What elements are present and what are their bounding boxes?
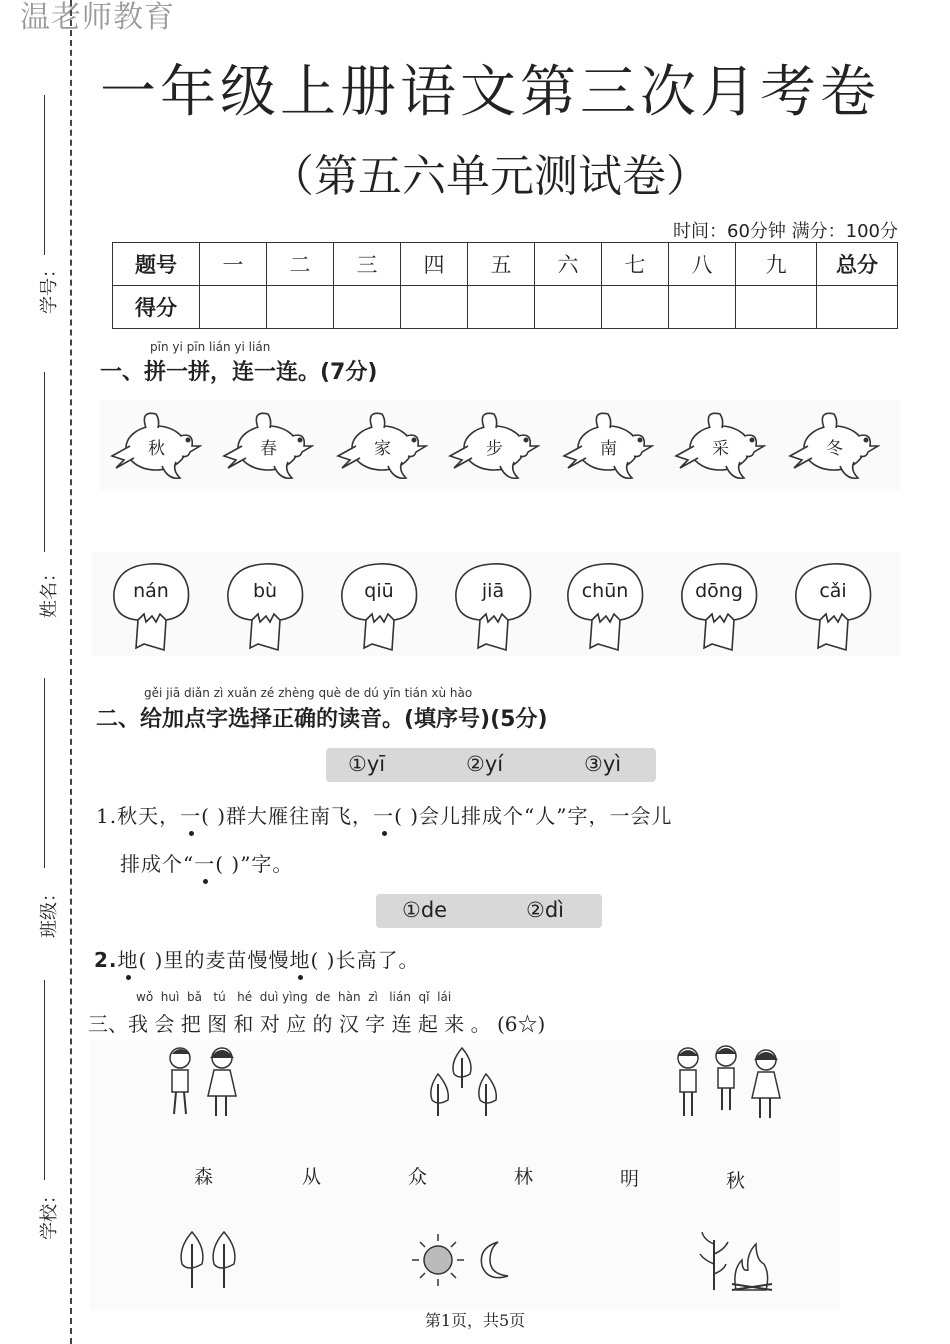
bird-card[interactable] (336, 406, 428, 484)
score-cell[interactable] (817, 286, 898, 329)
q1-text: ( )群大雁往南飞， (201, 804, 374, 828)
score-table-header-row (113, 243, 898, 286)
section3-pinyin: wǒ huì bǎ tú hé duì yìng de hàn zì lián qǐ lái (136, 990, 452, 1004)
score-cell[interactable] (535, 286, 602, 329)
student-id-line (44, 95, 45, 255)
score-cell[interactable] (334, 286, 401, 329)
score-table-score-row (113, 286, 898, 329)
bird-char: 秋 (148, 439, 165, 459)
section2-title: 二、给加点字选择正确的读音。(填序号)(5分) (96, 707, 548, 732)
bird-char: 春 (260, 439, 277, 459)
column-header: 三 (334, 243, 401, 286)
bird-card[interactable] (788, 406, 880, 484)
q1-dotted-char: 一 (194, 852, 216, 876)
score-table (112, 242, 898, 329)
tree-card[interactable] (222, 558, 312, 654)
option-di: ②dì (526, 898, 564, 922)
section2-pinyin: gěi jiā diǎn zì xuǎn zé zhèng què de dú yīn tián xù hào (144, 686, 473, 700)
question-2 (94, 944, 419, 973)
question-1-line2 (120, 848, 293, 877)
reading-options-1 (326, 748, 656, 782)
tree-card[interactable] (790, 558, 880, 654)
match-char[interactable]: 众 (408, 1166, 428, 1188)
tree-pinyin: dōng (695, 580, 743, 602)
q1-text: ( )”字。 (215, 852, 294, 876)
match-char[interactable]: 秋 (726, 1170, 746, 1192)
tree-icon (676, 558, 766, 654)
option-de: ①de (402, 898, 448, 922)
tree-card[interactable] (562, 558, 652, 654)
score-cell[interactable] (468, 286, 535, 329)
class-line (44, 678, 45, 868)
exam-meta: 时间：60分钟 满分：100分 (673, 221, 898, 242)
tree-pinyin: qiū (364, 580, 394, 602)
trees-row (92, 552, 900, 656)
column-header: 四 (401, 243, 468, 286)
q2-number: 2. (94, 948, 118, 972)
header-label-cell: 题号 (113, 243, 200, 286)
column-header: 六 (535, 243, 602, 286)
score-cell[interactable] (267, 286, 334, 329)
score-cell[interactable] (736, 286, 817, 329)
school-label: 学校： (39, 1186, 60, 1240)
name-line (44, 372, 45, 552)
q2-text: ( )里的麦苗慢慢 (138, 948, 290, 972)
score-cell[interactable] (401, 286, 468, 329)
tree-icon (222, 558, 312, 654)
class-label: 班级： (39, 884, 60, 938)
bird-char: 步 (486, 439, 503, 459)
tree-card[interactable] (108, 558, 198, 654)
section1-pinyin: pīn yi pīn lián yi lián (150, 340, 271, 354)
crop-fire-icon[interactable] (696, 1230, 776, 1294)
q1-dotted-char: 一 (373, 804, 395, 828)
sun-moon-icon[interactable] (408, 1230, 518, 1290)
two-people-icon[interactable] (160, 1044, 250, 1124)
two-trees-icon[interactable] (174, 1228, 244, 1294)
bird-card[interactable] (674, 406, 766, 484)
option-yi2: ②yí (466, 752, 504, 776)
tree-card[interactable] (336, 558, 426, 654)
page-footer: 第1页，共5页 (424, 1311, 526, 1330)
option-yi4: ③yì (584, 752, 622, 776)
tree-icon (108, 558, 198, 654)
option-yi1: ①yī (348, 752, 386, 776)
q2-text: ( )长高了。 (310, 948, 420, 972)
bird-card[interactable] (562, 406, 654, 484)
tree-icon (562, 558, 652, 654)
student-id-label: 学号： (39, 260, 60, 314)
three-trees-icon[interactable] (424, 1044, 504, 1124)
tree-icon (336, 558, 426, 654)
score-cell[interactable] (200, 286, 267, 329)
name-label: 姓名： (39, 564, 60, 618)
match-char[interactable]: 森 (194, 1166, 214, 1188)
tree-card[interactable] (676, 558, 766, 654)
score-cell[interactable] (602, 286, 669, 329)
page-title: 一年级上册语文第三次月考卷 (100, 60, 880, 125)
tree-icon (450, 558, 540, 654)
column-header: 五 (468, 243, 535, 286)
q1-text: ( )会儿排成个“人”字，一会儿 (394, 804, 673, 828)
question-1-line1 (96, 800, 672, 829)
q1-text: 1.秋天， (96, 804, 181, 828)
tree-card[interactable] (450, 558, 540, 654)
match-char[interactable]: 从 (302, 1166, 322, 1188)
column-header: 九 (736, 243, 817, 286)
bird-char: 南 (600, 439, 617, 459)
tree-pinyin: cǎi (819, 580, 847, 602)
section3-title: 三、我 会 把 图 和 对 应 的 汉 字 连 起 来 。 (6☆) (88, 1012, 546, 1036)
three-people-icon[interactable] (670, 1044, 790, 1124)
bird-char: 家 (374, 439, 391, 459)
q1-dotted-char: 一 (180, 804, 202, 828)
tree-pinyin: nán (133, 580, 169, 602)
birds-row (100, 400, 900, 490)
row-label-cell: 得分 (113, 286, 200, 329)
column-header: 二 (267, 243, 334, 286)
score-cell[interactable] (669, 286, 736, 329)
binding-dashed-line (70, 0, 72, 1344)
column-header: 七 (602, 243, 669, 286)
bird-card[interactable] (222, 406, 314, 484)
picture-match-area (90, 1040, 840, 1310)
tree-pinyin: chūn (581, 580, 629, 602)
column-header: 一 (200, 243, 267, 286)
page-subtitle: （第五六单元测试卷） (270, 151, 710, 202)
bird-card[interactable] (448, 406, 540, 484)
school-line (44, 980, 45, 1180)
match-char[interactable]: 林 (514, 1166, 534, 1188)
column-header: 总分 (817, 243, 898, 286)
reading-options-2 (376, 894, 602, 928)
q2-dotted-char: 地 (289, 948, 311, 972)
bird-char: 采 (712, 439, 729, 459)
bird-card[interactable] (110, 406, 202, 484)
section1-title: 一、拼一拼，连一连。(7分) (100, 360, 378, 385)
tree-pinyin: jiā (481, 580, 505, 602)
tree-icon (790, 558, 880, 654)
bird-char: 冬 (826, 439, 843, 459)
watermark: 温老师教育 (20, 0, 175, 35)
match-char[interactable]: 明 (620, 1168, 640, 1190)
q2-dotted-char: 地 (117, 948, 139, 972)
tree-pinyin: bù (252, 580, 278, 602)
q1-text: 排成个“ (120, 852, 195, 876)
column-header: 八 (669, 243, 736, 286)
